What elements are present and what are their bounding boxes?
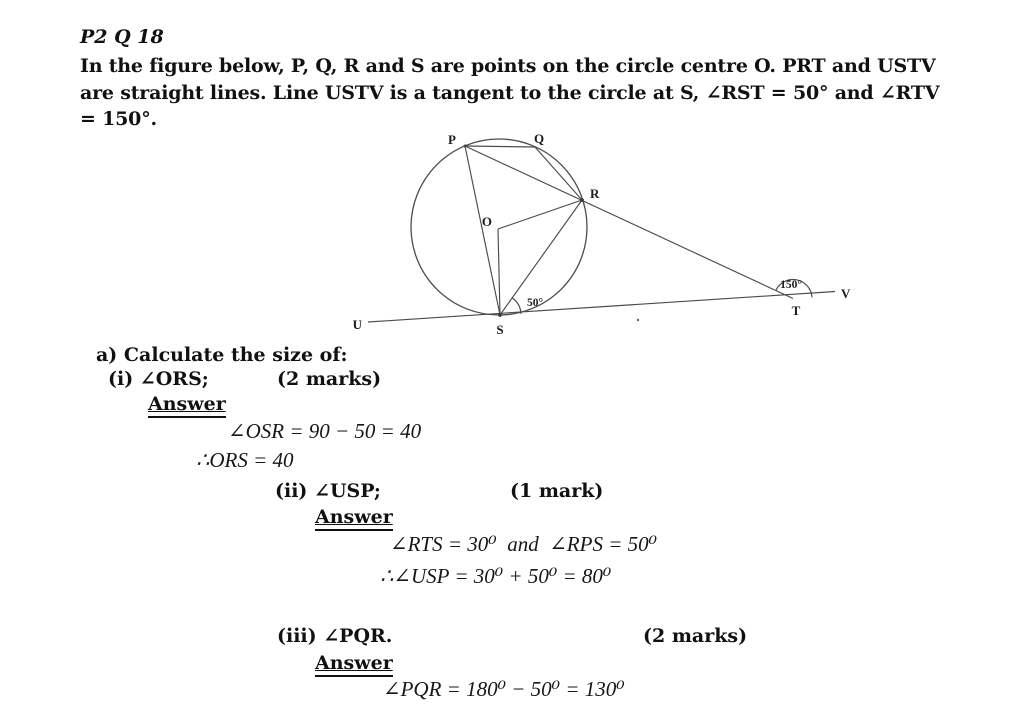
point-label-U: U	[352, 317, 362, 332]
circle-geometry-figure	[330, 125, 860, 340]
part-iii-answer-heading: Answer	[315, 652, 393, 677]
part-a-heading: a) Calculate the size of:	[96, 344, 348, 366]
angle-label-150: 150°	[780, 279, 802, 291]
part-i-work-line-1: ∠OSR = 90 − 50 = 40	[228, 419, 422, 443]
question-title: P2 Q 18	[80, 26, 164, 48]
question-line-1: In the figure below, P, Q, R and S are points on the circle centre O. PRT and USTV	[80, 55, 936, 77]
part-i-answer-heading: Answer	[148, 393, 226, 418]
scan-speck-dot	[637, 319, 639, 321]
radius-OS	[498, 229, 500, 315]
part-i-work-line-2: ∴ORS = 40	[196, 448, 294, 472]
point-label-O: O	[481, 214, 492, 229]
line-PRT	[465, 146, 793, 299]
question-line-3: = 150°.	[80, 108, 157, 130]
question-line-2: are straight lines. Line USTV is a tangent to the circle at S, ∠RST = 50° and ∠RTV	[80, 81, 940, 104]
point-label-R: R	[590, 186, 600, 201]
vertex-dot-R	[580, 198, 584, 202]
part-ii-label: (ii) ∠USP;	[275, 480, 381, 502]
part-iii-marks: (2 marks)	[643, 625, 748, 647]
part-ii-answer-heading: Answer	[315, 506, 393, 531]
part-iii-work-line-1: ∠PQR = 180⁰ − 50⁰ = 130⁰	[383, 677, 625, 701]
part-ii-marks: (1 mark)	[510, 480, 604, 502]
vertex-dot-S	[498, 313, 502, 317]
part-i-marks: (2 marks)	[277, 368, 382, 390]
vertex-dot-P	[464, 145, 467, 148]
point-label-Q: Q	[533, 131, 545, 146]
question-paragraph	[80, 53, 939, 133]
point-label-V: V	[841, 286, 851, 301]
point-label-S: S	[496, 322, 504, 337]
tangent-line-USTV	[368, 292, 835, 323]
chord-PQ	[465, 146, 535, 147]
part-i-label: (i) ∠ORS;	[108, 368, 209, 390]
point-label-T: T	[791, 303, 801, 318]
chord-PS	[465, 146, 500, 315]
part-ii-work-line-2: ∴∠USP = 30⁰ + 50⁰ = 80⁰	[380, 564, 612, 588]
chord-QR	[535, 147, 582, 200]
angle-label-50: 50°	[527, 297, 544, 309]
radius-OR	[498, 200, 582, 229]
part-ii-work-line-1: ∠RTS = 30⁰ and ∠RPS = 50⁰	[390, 532, 658, 556]
point-label-P: P	[448, 132, 456, 147]
part-iii-label: (iii) ∠PQR.	[277, 625, 393, 647]
angle-arc-50-at-S	[512, 298, 521, 314]
